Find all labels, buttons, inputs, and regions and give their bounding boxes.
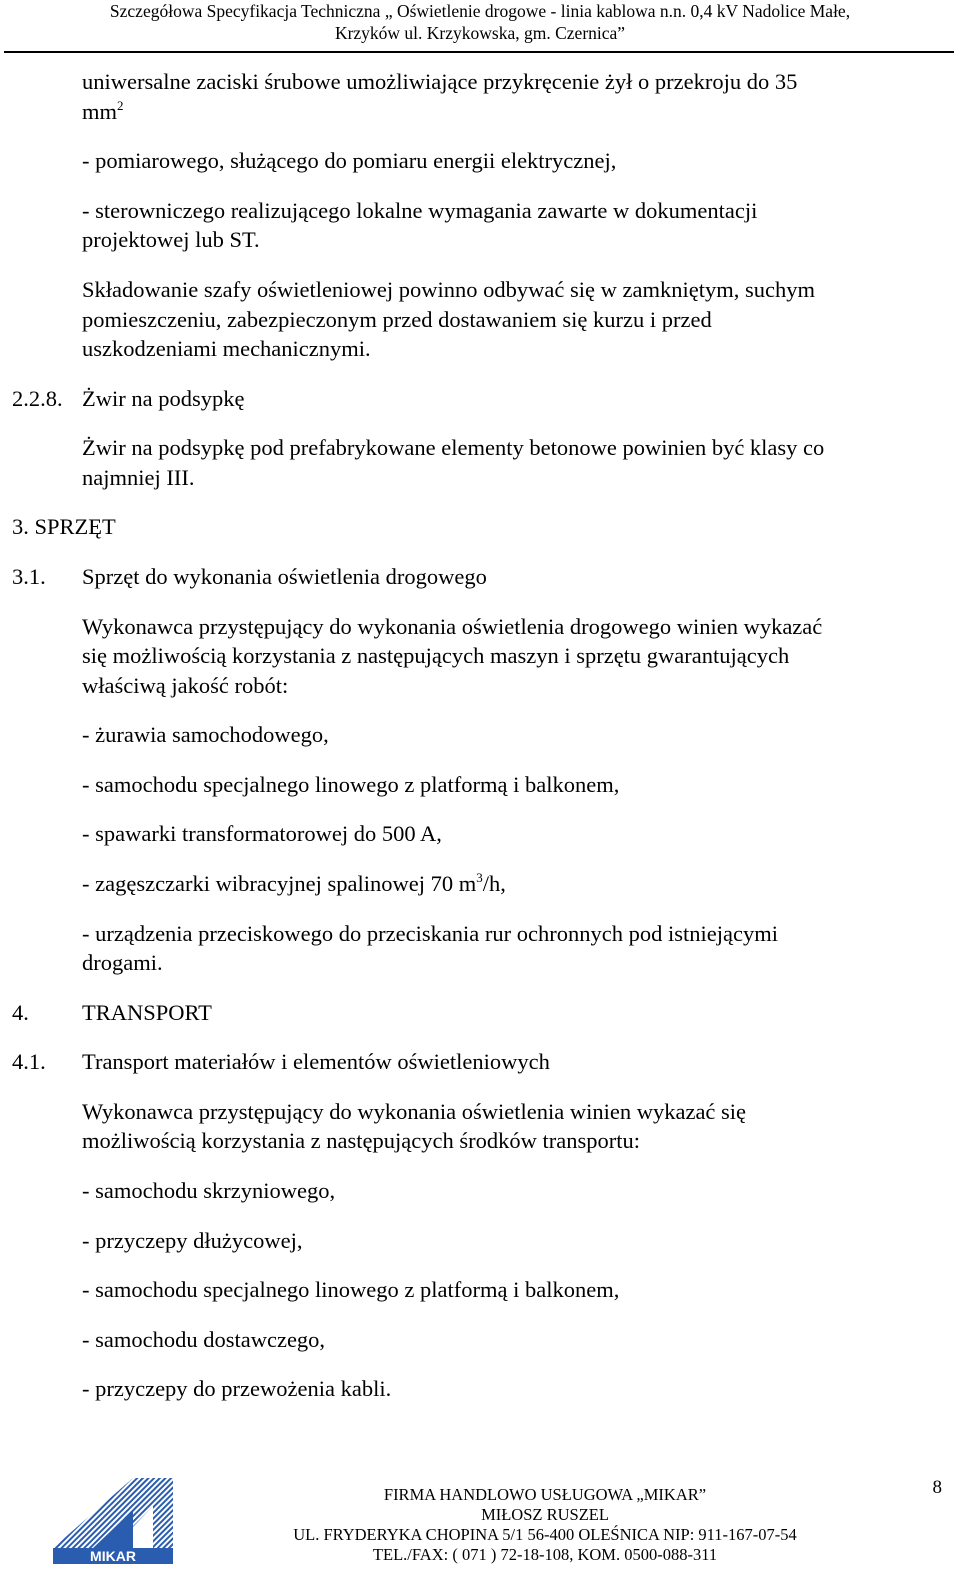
section-heading: Żwir na podsypkę bbox=[82, 386, 245, 411]
paragraph-line: pomieszczeniu, zabezpieczonym przed dostawaniem się kurzu i przed bbox=[82, 307, 712, 332]
paragraph-line: Składowanie szafy oświetleniowej powinno odbywać się w zamkniętym, suchym bbox=[82, 277, 815, 302]
list-item-continuation: drogami. bbox=[82, 950, 163, 975]
paragraph-line: najmniej III. bbox=[82, 465, 195, 490]
list-item: - urządzenia przeciskowego do przeciskania rur ochronnych pod istniejącymi bbox=[82, 921, 778, 946]
chapter-heading: TRANSPORT bbox=[82, 1000, 212, 1025]
list-item: - przyczepy do przewożenia kabli. bbox=[82, 1376, 392, 1401]
list-item: - samochodu skrzyniowego, bbox=[82, 1178, 336, 1203]
paragraph-line bbox=[82, 97, 124, 127]
superscript: 2 bbox=[117, 98, 124, 113]
list-item: - pomiarowego, służącego do pomiaru energii elektrycznej, bbox=[82, 148, 617, 173]
chapter-number: 4. bbox=[12, 1000, 29, 1025]
paragraph-line: właściwą jakość robót: bbox=[82, 673, 289, 698]
paragraph-line: uszkodzeniami mechanicznymi. bbox=[82, 336, 371, 361]
page-number: 8 bbox=[932, 1477, 942, 1498]
unit-text: mm bbox=[82, 99, 118, 124]
section-heading: Transport materiałów i elementów oświetleniowych bbox=[82, 1049, 550, 1074]
header-line-1: Szczegółowa Specyfikacja Techniczna „ Oświetlenie drogowe - linia kablowa n.n. 0,4 kV Nadolice Małe, bbox=[109, 1, 851, 21]
list-item: - spawarki transformatorowej do 500 A, bbox=[82, 821, 442, 846]
list-item-continuation: projektowej lub ST. bbox=[82, 227, 260, 252]
chapter-heading: 3. SPRZĘT bbox=[12, 514, 116, 539]
page-header bbox=[0, 0, 960, 44]
logo-text: MIKAR bbox=[90, 1548, 136, 1564]
paragraph-line: się możliwością korzystania z następujących maszyn i sprzętu gwarantujących bbox=[82, 643, 790, 668]
paragraph-line: uniwersalne zaciski śrubowe umożliwiające przykręcenie żył o przekroju do 35 bbox=[82, 69, 798, 94]
header-line-2: Krzyków ul. Krzykowska, gm. Czernica” bbox=[334, 23, 626, 43]
section-heading: Sprzęt do wykonania oświetlenia drogowego bbox=[82, 564, 487, 589]
footer-contact: TEL./FAX: ( 071 ) 72-18-108, KOM. 0500-088-311 bbox=[372, 1545, 718, 1564]
list-item: - samochodu dostawczego, bbox=[82, 1327, 326, 1352]
list-item bbox=[82, 869, 506, 899]
section-number: 2.2.8. bbox=[12, 386, 63, 411]
footer-address: UL. FRYDERYKA CHOPINA 5/1 56-400 OLEŚNICA NIP: 911-167-07-54 bbox=[293, 1525, 797, 1544]
section-number: 3.1. bbox=[12, 564, 46, 589]
list-item: - przyczepy dłużycowej, bbox=[82, 1228, 303, 1253]
paragraph-line: możliwością korzystania z następujących środków transportu: bbox=[82, 1128, 640, 1153]
paragraph-line: Żwir na podsypkę pod prefabrykowane elementy betonowe powinien być klasy co bbox=[82, 435, 825, 460]
superscript: 3 bbox=[476, 870, 483, 885]
mikar-logo bbox=[53, 1476, 175, 1564]
paragraph-line: Wykonawca przystępujący do wykonania oświetlenia winien wykazać się bbox=[82, 1099, 747, 1124]
footer-owner: MIŁOSZ RUSZEL bbox=[481, 1505, 609, 1524]
list-item: - sterowniczego realizującego lokalne wymagania zawarte w dokumentacji bbox=[82, 198, 758, 223]
list-item-text: /h, bbox=[482, 871, 506, 896]
header-rule bbox=[4, 51, 954, 53]
section-number: 4.1. bbox=[12, 1049, 46, 1074]
list-item: - samochodu specjalnego linowego z platformą i balkonem, bbox=[82, 1277, 620, 1302]
footer-company-name: FIRMA HANDLOWO USŁUGOWA „MIKAR” bbox=[383, 1485, 707, 1504]
list-item: - samochodu specjalnego linowego z platformą i balkonem, bbox=[82, 772, 620, 797]
list-item: - żurawia samochodowego, bbox=[82, 722, 329, 747]
paragraph-line: Wykonawca przystępujący do wykonania oświetlenia drogowego winien wykazać bbox=[82, 614, 823, 639]
list-item-text: - zagęszczarki wibracyjnej spalinowej 70 m bbox=[82, 871, 477, 896]
